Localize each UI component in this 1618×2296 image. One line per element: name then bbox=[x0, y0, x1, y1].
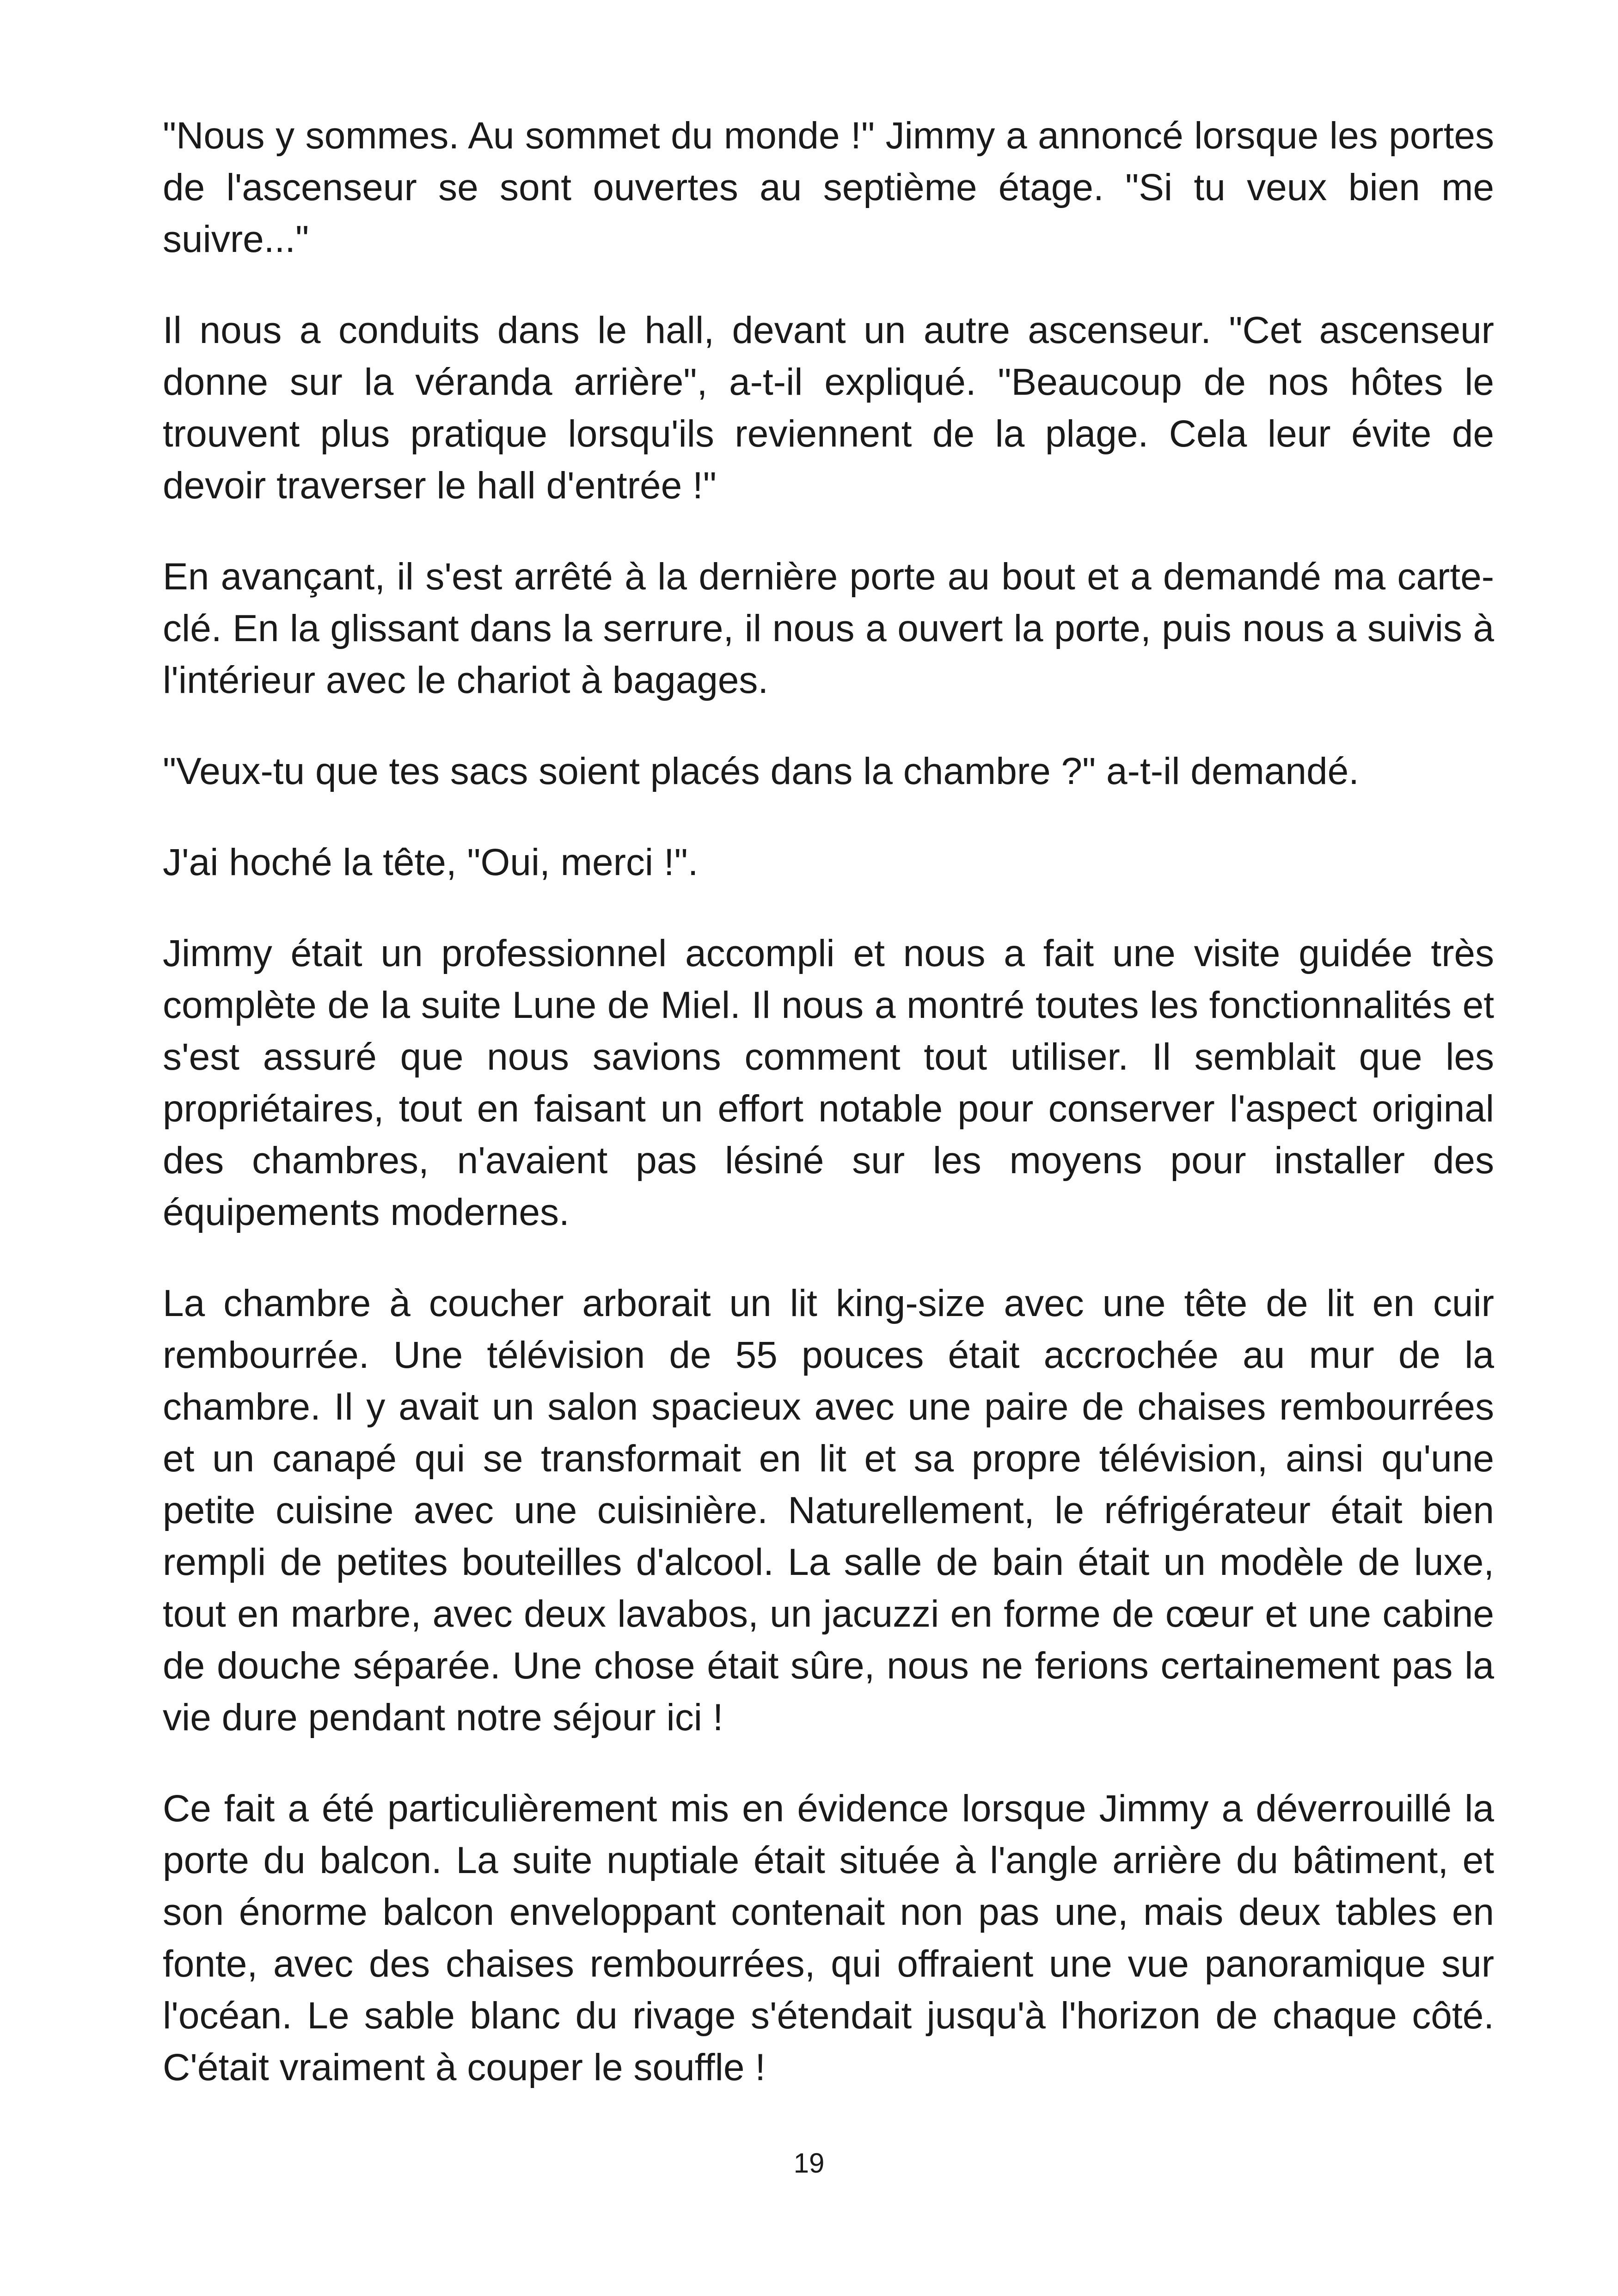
paragraph-1: "Nous y sommes. Au sommet du monde !" Jimmy a annoncé lorsque les portes de l'ascenseur se sont ouvertes au septième étage. "Si tu veux bien me suivre..." bbox=[163, 115, 1494, 260]
paragraph-4: "Veux-tu que tes sacs soient placés dans la chambre ?" a-t-il demandé. bbox=[163, 750, 1359, 792]
paragraph-5: J'ai hoché la tête, "Oui, merci !". bbox=[163, 841, 699, 883]
paragraph-8: Ce fait a été particulièrement mis en évidence lorsque Jimmy a déverrouillé la porte du balcon. La suite nuptiale était située à l'angle arrière du bâtiment, et son énorme balcon enveloppant contenait non pas une, mais deux tables en fonte, avec des chaises rembourrées, qui offraient une vue panoramique sur l'océan. Le sable blanc du rivage s'étendait jusqu'à l'horizon de chaque côté. C'était vraiment à couper le souffle ! bbox=[163, 1788, 1494, 2088]
paragraph-2: Il nous a conduits dans le hall, devant un autre ascenseur. "Cet ascenseur donne sur la véranda arrière", a-t-il expliqué. "Beaucoup de nos hôtes le trouvent plus pratique lorsqu'ils reviennent de la plage. Cela leur évite de devoir traverser le hall d'entrée !" bbox=[163, 309, 1494, 507]
paragraph-3: En avançant, il s'est arrêté à la dernière porte au bout et a demandé ma carte-clé. En la glissant dans la serrure, il nous a ouvert la porte, puis nous a suivis à l'intérieur avec le chariot à bagages. bbox=[163, 556, 1494, 701]
page-number: 19 bbox=[793, 2148, 825, 2179]
body-text bbox=[163, 110, 1494, 2094]
paragraph-7: La chambre à coucher arborait un lit king-size avec une tête de lit en cuir rembourrée. Une télévision de 55 pouces était accrochée au mur de la chambre. Il y avait un salon spacieux avec une paire de chaises rembourrées et un canapé qui se transformait en lit et sa propre télévision, ainsi qu'une petite cuisine avec une cuisinière. Naturellement, le réfrigérateur était bien rempli de petites bouteilles d'alcool. La salle de bain était un modèle de luxe, tout en marbre, avec deux lavabos, un jacuzzi en forme de cœur et une cabine de douche séparée. Une chose était sûre, nous ne ferions certainement pas la vie dure pendant notre séjour ici ! bbox=[163, 1282, 1494, 1739]
paragraph-6: Jimmy était un professionnel accompli et nous a fait une visite guidée très complète de la suite Lune de Miel. Il nous a montré toutes les fonctionnalités et s'est assuré que nous savions comment tout utiliser. Il semblait que les propriétaires, tout en faisant un effort notable pour conserver l'aspect original des chambres, n'avaient pas lésiné sur les moyens pour installer des équipements modernes. bbox=[163, 932, 1494, 1233]
